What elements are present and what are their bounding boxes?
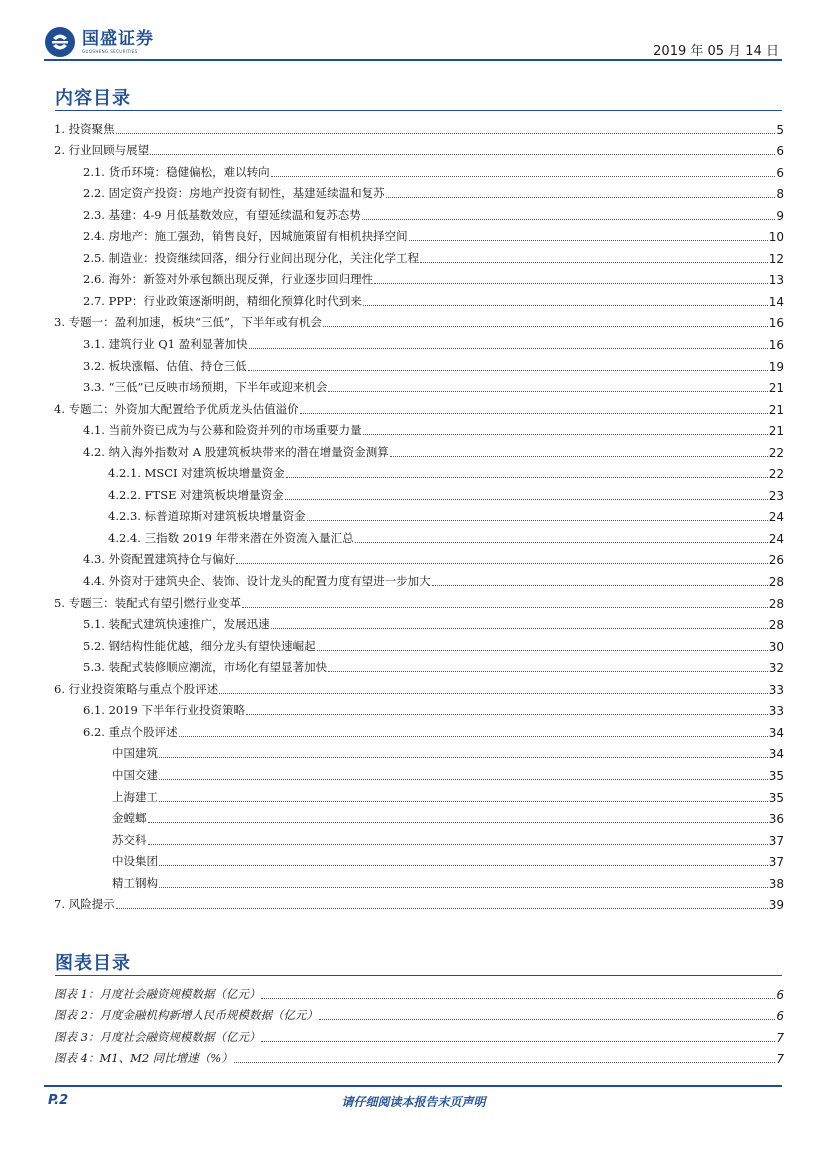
- dot-leader: [116, 133, 776, 134]
- brand-name: 国盛证券: [82, 29, 154, 49]
- toc-entry-page: 24: [768, 531, 784, 546]
- toc-entry-label: 4.2.2. FTSE 对建筑板块增量资金: [108, 487, 284, 502]
- toc-entry-label: 2.3. 基建：4-9 月低基数效应，有望延续温和复苏态势: [83, 207, 361, 222]
- dot-leader: [300, 413, 768, 414]
- dot-leader: [355, 542, 768, 543]
- toc-entry-label: 2.1. 货币环境：稳健偏松，难以转向: [83, 164, 270, 179]
- dot-leader: [390, 456, 768, 457]
- toc-entry-page: 33: [768, 704, 784, 719]
- toc-entry[interactable]: [54, 247, 784, 269]
- dot-leader: [219, 693, 768, 694]
- toc-entry[interactable]: [54, 484, 784, 506]
- dot-leader: [148, 822, 768, 823]
- toc-entry-label: 上海建工: [112, 789, 158, 804]
- toc-entry-page: 32: [768, 661, 784, 676]
- toc-entry-label: 2.2. 固定资产投资：房地产投资有韧性，基建延续温和复苏: [83, 186, 385, 201]
- toc-entry-label: 2. 行业回顾与展望: [54, 143, 150, 158]
- toc-entry-page: 10: [768, 230, 784, 245]
- dot-leader: [150, 154, 775, 155]
- toc-entry[interactable]: [54, 527, 784, 549]
- toc-entry-label: 2.5. 制造业：投资继续回落，细分行业间出现分化，关注化学工程: [83, 250, 420, 265]
- dot-leader: [179, 736, 768, 737]
- dot-leader: [242, 607, 768, 608]
- toc-entry-label: 3.3. “三低”已反映市场预期，下半年或迎来机会: [83, 380, 328, 395]
- toc-entry-page: 39: [768, 898, 784, 913]
- toc-entry-label: 3.1. 建筑行业 Q1 盈利显著加快: [83, 337, 248, 352]
- figure-entry-label: 图表 1：月度社会融资规模数据（亿元）: [54, 986, 261, 1001]
- toc-entry-label: 中设集团: [112, 854, 158, 869]
- dot-leader: [286, 477, 768, 478]
- toc-entry-label: 3. 专题一：盈利加速，板块“三低”，下半年或有机会: [54, 315, 322, 330]
- toc-entry-page: 22: [768, 445, 784, 460]
- toc-entry[interactable]: [54, 269, 784, 291]
- toc-entry-page: 34: [768, 747, 784, 762]
- toc-entry-page: 22: [768, 467, 784, 482]
- dot-leader: [234, 1062, 776, 1063]
- toc-entry-page: 19: [768, 359, 784, 374]
- dot-leader: [307, 520, 768, 521]
- toc-entry-label: 金螳螂: [112, 811, 147, 826]
- toc-entry[interactable]: [54, 872, 784, 894]
- toc-entry[interactable]: [54, 161, 784, 183]
- toc-entry-page: 36: [768, 812, 784, 827]
- toc-entry-label: 中国交建: [112, 767, 158, 782]
- table-of-contents: [54, 118, 784, 915]
- toc-entry[interactable]: [54, 183, 784, 205]
- toc-entry[interactable]: [54, 420, 784, 442]
- dot-leader: [317, 650, 768, 651]
- brand-logo-icon: [44, 26, 76, 58]
- toc-entry-label: 6.1. 2019 下半年行业投资策略: [83, 703, 246, 718]
- figure-entry-label: 图表 2：月度金融机构新增人民币规模数据（亿元）: [54, 1008, 318, 1022]
- dot-leader: [420, 262, 768, 263]
- figure-entry[interactable]: [54, 1005, 784, 1027]
- toc-entry-label: 4. 专题二：外资加大配置给予优质龙头估值溢价: [54, 401, 299, 416]
- toc-title: 内容目录: [55, 88, 131, 109]
- dot-leader: [271, 628, 768, 629]
- figure-entry[interactable]: [54, 1026, 784, 1048]
- dot-leader: [249, 348, 768, 349]
- dot-leader: [248, 370, 768, 371]
- dot-leader: [159, 887, 768, 888]
- toc-entry[interactable]: [54, 441, 784, 463]
- toc-entry[interactable]: [54, 721, 784, 743]
- figure-entry-label: 图表 3：月度社会融资规模数据（亿元）: [54, 1029, 261, 1044]
- toc-entry[interactable]: [54, 312, 784, 334]
- toc-entry-page: 14: [768, 294, 784, 309]
- toc-entry[interactable]: [54, 118, 784, 140]
- toc-entry[interactable]: [54, 829, 784, 851]
- toc-entry-page: 28: [768, 575, 784, 590]
- toc-entry-page: 37: [768, 855, 784, 870]
- toc-entry[interactable]: [54, 506, 784, 528]
- toc-entry-label: 4.2.4. 三指数 2019 年带来潜在外资流入量汇总: [108, 530, 354, 545]
- dot-leader: [363, 305, 768, 306]
- toc-entry[interactable]: [54, 700, 784, 722]
- toc-entry[interactable]: [54, 592, 784, 614]
- report-date: 2019 年 05 月 14 日: [653, 44, 779, 59]
- figure-entry-page: 6: [776, 987, 784, 1002]
- toc-entry-page: 5: [776, 122, 784, 137]
- header-divider: [44, 59, 782, 61]
- toc-entry[interactable]: [54, 743, 784, 765]
- toc-entry-label: 4.4. 外资对于建筑央企、装饰、设计龙头的配置力度有望进一步加大: [83, 574, 431, 589]
- toc-entry-page: 13: [768, 273, 784, 288]
- dot-leader: [159, 757, 768, 758]
- toc-entry-label: 苏交科: [112, 832, 147, 847]
- figure-list: [54, 983, 784, 1069]
- toc-entry-page: 28: [768, 618, 784, 633]
- toc-entry-page: 8: [776, 187, 784, 202]
- dot-leader: [159, 801, 768, 802]
- toc-entry-page: 28: [768, 596, 784, 611]
- toc-entry-label: 6.2. 重点个股评述: [83, 724, 178, 739]
- figure-entry-page: 7: [776, 1052, 784, 1066]
- dot-leader: [246, 714, 768, 715]
- dot-leader: [432, 585, 768, 586]
- toc-entry[interactable]: [54, 398, 784, 420]
- dot-leader: [116, 908, 768, 909]
- toc-entry-label: 3.2. 板块涨幅、估值、持仓三低: [83, 358, 247, 373]
- toc-entry[interactable]: [54, 463, 784, 485]
- toc-entry-label: 4.2.1. MSCI 对建筑板块增量资金: [108, 466, 285, 481]
- toc-entry[interactable]: [54, 635, 784, 657]
- toc-entry[interactable]: [54, 614, 784, 636]
- dot-leader: [319, 1019, 775, 1020]
- toc-entry-label: 7. 风险提示: [54, 897, 115, 912]
- dot-leader: [328, 671, 768, 672]
- toc-entry[interactable]: [54, 549, 784, 571]
- toc-entry-label: 精工钢构: [112, 875, 158, 890]
- toc-entry-label: 5.2. 钢结构性能优越，细分龙头有望快速崛起: [83, 638, 316, 653]
- toc-entry[interactable]: [54, 678, 784, 700]
- brand-logo: [44, 26, 154, 58]
- dot-leader: [159, 865, 768, 866]
- toc-entry[interactable]: [54, 808, 784, 830]
- toc-entry-page: 9: [776, 208, 784, 223]
- toc-entry[interactable]: [54, 226, 784, 248]
- toc-entry-page: 33: [768, 682, 784, 697]
- toc-entry-page: 16: [768, 316, 784, 331]
- toc-entry-label: 6. 行业投资策略与重点个股评述: [54, 681, 219, 696]
- dot-leader: [374, 283, 768, 284]
- toc-entry-page: 21: [768, 402, 784, 417]
- toc-entry[interactable]: [54, 204, 784, 226]
- figure-entry-page: 6: [776, 1009, 784, 1023]
- toc-entry-page: 34: [768, 725, 784, 740]
- toc-entry-label: 5.1. 装配式建筑快速推广，发展迅速: [83, 617, 270, 632]
- dot-leader: [328, 391, 767, 392]
- toc-entry[interactable]: [54, 764, 784, 786]
- toc-entry-page: 24: [768, 510, 784, 525]
- toc-entry-label: 5.3. 装配式装修顺应潮流，市场化有望显著加快: [83, 660, 328, 675]
- dot-leader: [159, 779, 768, 780]
- toc-entry-page: 37: [768, 833, 784, 848]
- toc-entry-page: 6: [776, 165, 784, 180]
- dot-leader: [236, 563, 768, 564]
- toc-entry[interactable]: [54, 851, 784, 873]
- toc-entry[interactable]: [54, 570, 784, 592]
- figure-entry-label: 图表 4：M1、M2 同比增速（%）: [54, 1051, 233, 1065]
- toc-entry-page: 30: [768, 639, 784, 654]
- dot-leader: [148, 844, 768, 845]
- figure-entry-page: 7: [776, 1030, 784, 1045]
- figures-title-divider: [55, 975, 782, 976]
- toc-entry-label: 4.2. 纳入海外指数对 A 股建筑板块带来的潜在增量资金测算: [83, 444, 389, 459]
- figure-entry[interactable]: [54, 983, 784, 1005]
- toc-entry-label: 4.3. 外资配置建筑持仓与偏好: [83, 552, 236, 567]
- toc-entry[interactable]: [54, 355, 784, 377]
- toc-entry-page: 26: [768, 553, 784, 568]
- toc-entry[interactable]: [54, 290, 784, 312]
- page-header: [0, 0, 827, 62]
- dot-leader: [261, 998, 775, 999]
- toc-entry-page: 35: [768, 790, 784, 805]
- toc-entry-label: 2.6. 海外：新签对外承包额出现反弹，行业逐步回归理性: [83, 272, 374, 287]
- toc-entry-page: 21: [768, 424, 784, 439]
- toc-entry-label: 4.1. 当前外资已成为与公募和险资并列的市场重要力量: [83, 423, 362, 438]
- toc-entry[interactable]: [54, 786, 784, 808]
- toc-entry-label: 2.4. 房地产：施工强劲，销售良好，因城施策留有相机抉择空间: [83, 229, 408, 244]
- toc-entry-page: 35: [768, 768, 784, 783]
- dot-leader: [261, 1041, 775, 1042]
- figure-entry[interactable]: [54, 1048, 784, 1070]
- toc-entry-label: 4.2.3. 标普道琼斯对建筑板块增量资金: [108, 509, 306, 524]
- dot-leader: [386, 197, 776, 198]
- dot-leader: [409, 240, 768, 241]
- disclaimer: 请仔细阅读本报告末页声明: [341, 1095, 486, 1109]
- toc-entry-label: 中国建筑: [112, 746, 158, 761]
- dot-leader: [323, 326, 768, 327]
- dot-leader: [363, 434, 768, 435]
- toc-entry-page: 6: [776, 144, 784, 159]
- dot-leader: [362, 219, 776, 220]
- toc-entry-label: 2.7. PPP：行业政策逐渐明朗，精细化预算化时代到来: [83, 293, 362, 308]
- page-number: P.2: [48, 1093, 69, 1108]
- brand-subtitle: GUOSHENG SECURITIES: [82, 49, 138, 54]
- toc-entry[interactable]: [54, 894, 784, 916]
- toc-entry-page: 23: [768, 488, 784, 503]
- dot-leader: [271, 176, 776, 177]
- toc-entry-page: 38: [768, 876, 784, 891]
- footer-divider: [44, 1085, 782, 1087]
- toc-entry-page: 16: [768, 338, 784, 353]
- figures-title: 图表目录: [55, 953, 131, 974]
- toc-entry[interactable]: [54, 140, 784, 162]
- toc-entry[interactable]: [54, 333, 784, 355]
- toc-entry[interactable]: [54, 657, 784, 679]
- toc-entry[interactable]: [54, 377, 784, 399]
- toc-entry-page: 21: [768, 381, 784, 396]
- toc-entry-label: 1. 投资聚焦: [54, 121, 115, 136]
- toc-entry-page: 12: [768, 251, 784, 266]
- toc-title-divider: [55, 110, 782, 111]
- dot-leader: [285, 499, 768, 500]
- toc-entry-label: 5. 专题三：装配式有望引燃行业变革: [54, 595, 242, 610]
